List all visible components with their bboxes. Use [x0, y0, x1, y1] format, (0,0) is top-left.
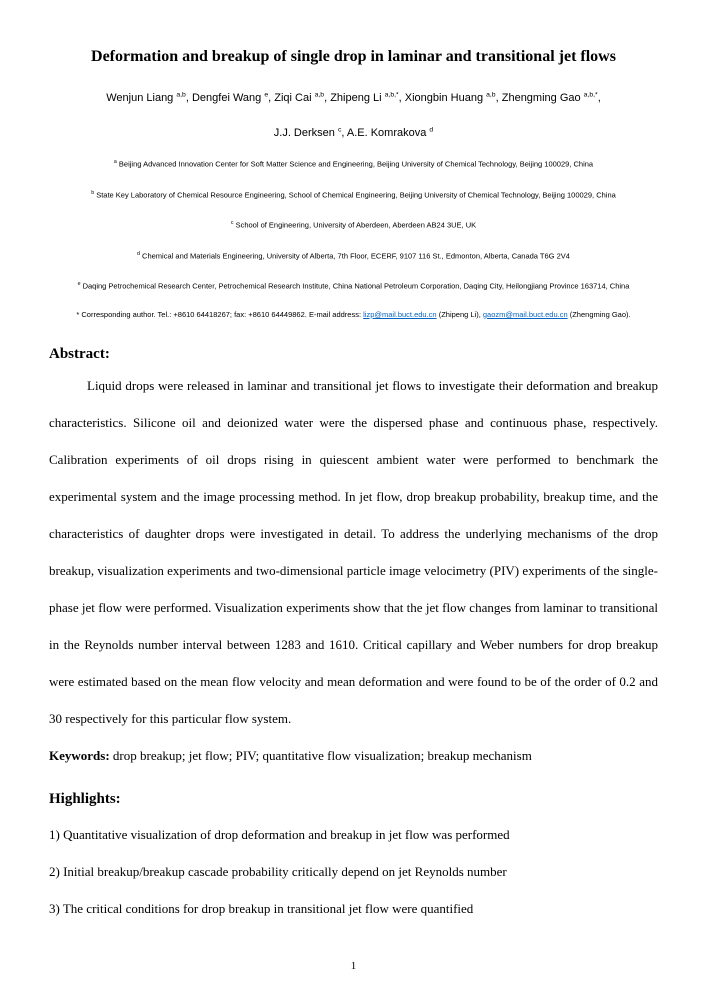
affiliation-line-a: [49, 148, 658, 179]
author: [274, 92, 330, 104]
keywords-label: Keywords:: [49, 747, 110, 763]
highlights-heading: Highlights:: [49, 790, 121, 807]
author-affil-sup: a,b,*: [583, 91, 598, 98]
authors-line-1: [49, 88, 658, 105]
email-link-zhengming[interactable]: gaozm@mail.buct.edu.cn: [482, 309, 568, 319]
affiliations-block: [49, 148, 658, 329]
affiliation-text: Chemical and Materials Engineering, University of Alberta, 7th Floor, ECERF, 9107 116 St., Edmonton, Alberta, Canada T6G 2V4: [139, 251, 570, 261]
corresponding-note: [49, 301, 658, 329]
affiliation-line-c: [49, 209, 658, 240]
affiliation-line-e: [49, 270, 658, 301]
affiliation-text: Beijing Advanced Innovation Center for Soft Matter Science and Engineering, Beijing University of Chemical Technology, Beijing 100029, China: [116, 159, 594, 169]
highlight-item-1: 1) Quantitative visualization of drop deformation and breakup in jet flow was performed: [49, 826, 510, 842]
author-separator: ,: [597, 91, 601, 104]
author-name: Ziqi Cai: [274, 91, 315, 104]
author-name: A.E. Komrakova: [346, 127, 430, 140]
affiliation-sup: d: [137, 250, 140, 257]
author-name: Dengfei Wang: [191, 91, 265, 104]
author: [192, 92, 274, 104]
author-name: Zhipeng Li: [330, 91, 385, 104]
author-name: Wenjun Liang: [106, 91, 177, 104]
corresponding-prefix: * Corresponding author. Tel.: +8610 64418267; fax: +8610 64449862. E-mail address:: [76, 309, 364, 319]
author: [274, 127, 347, 139]
corresponding-mid: (Zhipeng Li),: [436, 309, 483, 319]
page-number: 1: [350, 960, 357, 972]
author-affil-sup: a,b,*: [384, 91, 399, 98]
corresponding-suffix: (Zhengming Gao).: [567, 309, 631, 319]
author-affil-sup: a,b: [314, 91, 325, 98]
author: [106, 92, 192, 104]
author: [405, 92, 502, 104]
affiliation-text: School of Engineering, University of Aberdeen, Aberdeen AB24 3UE, UK: [233, 220, 477, 230]
highlight-item-3: 3) The critical conditions for drop breakup in transitional jet flow were quantified: [49, 900, 474, 916]
affiliation-line-d: [49, 240, 658, 271]
author-separator: ,: [398, 91, 405, 104]
author: [502, 92, 601, 104]
affiliation-text: Daqing Petrochemical Research Center, Petrochemical Research Institute, China National Petroleum Corporation, Daqing City, Heilongjiang Province 163714, China: [80, 281, 630, 291]
affiliation-sup: a: [113, 159, 117, 166]
author-affil-sup: d: [429, 126, 434, 134]
author-name: Xiongbin Huang: [404, 91, 487, 104]
author-affil-sup: a,b: [176, 91, 186, 98]
abstract-heading: Abstract:: [49, 345, 110, 362]
author-separator: ,: [268, 91, 275, 104]
affiliation-line-b: [49, 179, 658, 210]
paper-title: Deformation and breakup of single drop in laminar and transitional jet flows: [91, 48, 616, 65]
authors-line-2: [49, 124, 658, 141]
author-affil-sup: a,b: [486, 91, 496, 98]
highlight-item-2: 2) Initial breakup/breakup cascade probability critically depend on jet Reynolds number: [49, 863, 507, 879]
keywords-text: drop breakup; jet flow; PIV; quantitative flow visualization; breakup mechanism: [109, 747, 532, 763]
highlights-list: [49, 816, 658, 927]
author-separator: ,: [495, 91, 502, 104]
author-separator: ,: [341, 127, 347, 140]
affiliation-text: State Key Laboratory of Chemical Resource Engineering, School of Chemical Engineering, Beijing University of Chemical Technology, Beijing 100029, China: [94, 190, 616, 200]
email-link-zhipeng[interactable]: lizp@mail.buct.edu.cn: [363, 309, 437, 319]
author: [347, 127, 433, 139]
author-separator: ,: [324, 91, 331, 104]
keywords-line: [49, 737, 658, 774]
author-separator: ,: [185, 91, 192, 104]
affiliation-sup: e: [77, 281, 81, 288]
author-name: Zhengming Gao: [501, 91, 584, 104]
affiliation-sup: c: [230, 220, 234, 227]
affiliation-sup: b: [91, 189, 95, 196]
abstract-text: Liquid drops were released in laminar and transitional jet flows to investigate their deformation and breakup characteristics. Silicone oil and deionized water were the dispersed phase and continuous phase, respectively. Calibration experiments of oil drops rising in quiescent ambient water were performed to benchmark the experimental system and the image processing method. In jet flow, drop breakup probability, breakup time, and the characteristics of daughter drops were investigated in detail. To address the underlying mechanisms of the drop breakup, visualization experiments and two-dimensional particle image velocimetry (PIV) experiments of the single-phase jet flow were performed. Visualization experiments show that the jet flow changes from laminar to transitional in the Reynolds number interval between 1283 and 1610. Critical capillary and Weber numbers for drop breakup were estimated based on the mean flow velocity and mean deformation and were found to be of the order of 0.2 and 30 respectively for this particular flow system.: [49, 377, 658, 726]
author-affil-sup: e: [264, 91, 269, 98]
author: [330, 92, 405, 104]
author-name: J.J. Derksen: [273, 127, 338, 140]
author-affil-sup: c: [337, 126, 342, 134]
